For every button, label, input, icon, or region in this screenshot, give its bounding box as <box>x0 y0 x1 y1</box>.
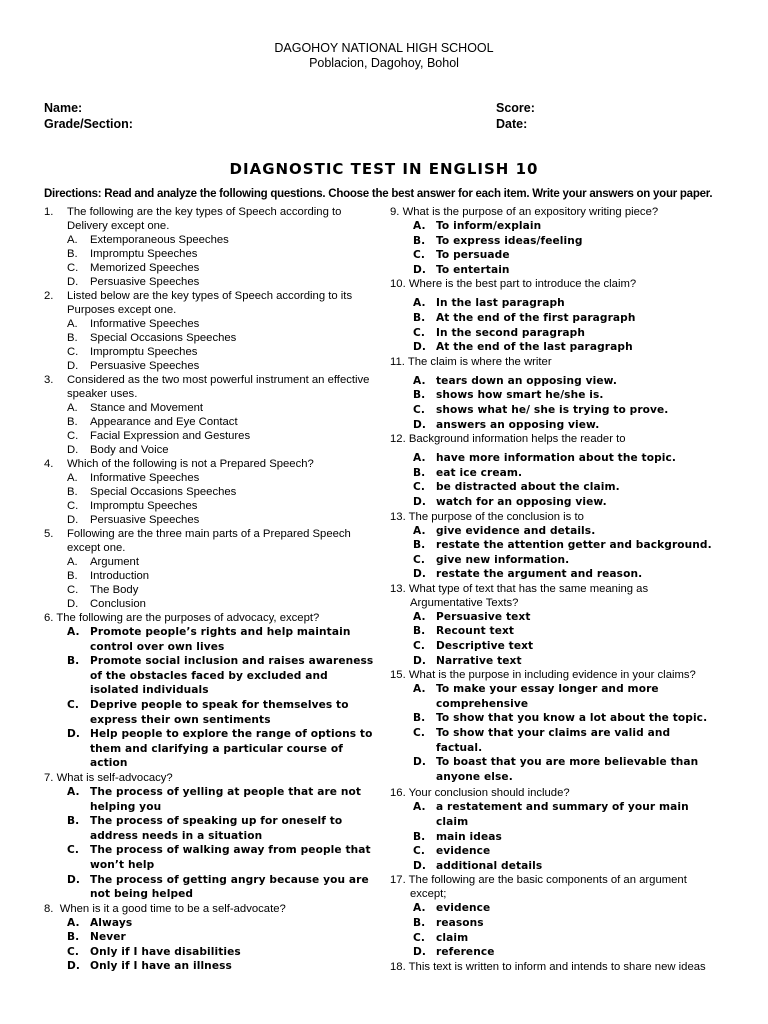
option-letter: C. <box>67 584 79 596</box>
option-text: shows what he/ she is trying to prove. <box>436 403 669 416</box>
option-letter: A. <box>413 524 426 537</box>
option-text: shows how smart he/she is. <box>436 389 604 402</box>
option-letter: A. <box>67 556 78 568</box>
option-letter: A. <box>67 785 80 798</box>
question-number: 3. <box>44 374 54 386</box>
question-text: Listed below are the key types of Speech according to its Purposes except one. <box>67 290 353 316</box>
option-letter: D. <box>413 946 427 959</box>
question-13b <box>390 582 720 668</box>
question-text: Where is the best part to introduce the claim? <box>408 278 637 291</box>
question-text: When is it a good time to be a self-advocate? <box>59 902 286 915</box>
option-letter: A. <box>67 916 80 929</box>
question-text: What type of text that has the same meaning as Argumentative Texts? <box>408 582 649 609</box>
question-7 <box>44 771 374 902</box>
option-letter: C. <box>413 481 425 494</box>
option-letter: D. <box>67 444 79 456</box>
option-letter: C. <box>67 844 79 857</box>
option-letter: A. <box>67 234 78 246</box>
page-title: DIAGNOSTIC TEST IN ENGLISH 10 <box>229 160 539 178</box>
option-letter: D. <box>67 276 79 288</box>
question-number: 11. <box>390 355 405 368</box>
option-text: answers an opposing view. <box>436 418 600 431</box>
option-letter: D. <box>413 495 427 508</box>
option-letter: C. <box>67 698 79 711</box>
option-letter: D. <box>67 360 79 372</box>
option-letter: A. <box>67 626 80 638</box>
option-text: reasons <box>436 916 484 929</box>
option-text: Special Occasions Speeches <box>90 332 237 344</box>
question-number: 9. <box>390 206 400 218</box>
question-number: 18. <box>390 960 406 973</box>
question-text: The following are the purposes of advocacy, except? <box>56 612 320 624</box>
option-text: The process of walking away from people that won’t help <box>90 844 371 871</box>
option-text: To entertain <box>436 263 510 276</box>
option-letter: D. <box>67 728 81 741</box>
option-text: Deprive people to speak for themselves to express their own sentiments <box>90 698 349 726</box>
option-letter: D. <box>413 756 427 769</box>
option-text: have more information about the topic. <box>436 452 677 465</box>
option-text: Recount text <box>436 625 515 638</box>
option-text: Informative Speeches <box>90 318 200 330</box>
option-letter: A. <box>67 402 78 414</box>
option-letter: B. <box>67 931 80 944</box>
option-letter: D. <box>67 960 81 973</box>
name-label: Name: <box>44 101 83 115</box>
option-text: Persuasive text <box>436 610 531 623</box>
option-text: Only if I have disabilities <box>90 945 241 958</box>
option-text: restate the argument and reason. <box>436 568 643 581</box>
option-text: Stance and Movement <box>90 402 204 414</box>
question-number: 13. <box>390 582 406 595</box>
option-text: watch for an opposing view. <box>436 495 607 508</box>
option-letter: D. <box>413 568 427 581</box>
question-number: 17. <box>390 874 406 887</box>
option-text: Only if I have an illness <box>90 960 232 973</box>
right-column <box>390 205 720 974</box>
option-letter: C. <box>413 640 425 653</box>
option-letter: D. <box>413 654 427 667</box>
option-text: Extemporaneous Speeches <box>90 234 229 246</box>
question-text: Which of the following is not a Prepared Speech? <box>67 458 314 470</box>
option-letter: C. <box>413 249 425 262</box>
option-letter: B. <box>413 830 426 843</box>
option-letter: A. <box>413 801 426 814</box>
option-letter: C. <box>413 727 425 740</box>
option-text: be distracted about the claim. <box>436 481 620 494</box>
option-letter: B. <box>413 539 426 552</box>
option-text: tears down an opposing view. <box>436 374 617 387</box>
option-text: Persuasive Speeches <box>90 276 200 288</box>
option-letter: B. <box>413 234 426 247</box>
option-text: Body and Voice <box>90 444 169 456</box>
question-text: Following are the three main parts of a Prepared Speech except one. <box>67 528 351 554</box>
question-16 <box>390 786 720 873</box>
option-letter: B. <box>413 466 426 479</box>
option-text: To persuade <box>436 249 510 262</box>
option-letter: C. <box>67 262 79 274</box>
option-letter: D. <box>67 598 79 610</box>
option-letter: B. <box>413 916 426 929</box>
option-text: Impromptu Speeches <box>90 500 198 512</box>
school-address: Poblacion, Dagohoy, Bohol <box>309 56 459 70</box>
option-text: In the second paragraph <box>436 326 585 339</box>
option-letter: B. <box>413 625 426 638</box>
option-text: Impromptu Speeches <box>90 248 198 260</box>
question-13a <box>390 510 720 582</box>
question-number: 16. <box>390 787 406 800</box>
question-text: What is self-advocacy? <box>56 771 173 784</box>
question-6 <box>44 611 374 771</box>
option-text: Descriptive text <box>436 640 534 653</box>
option-text: Persuasive Speeches <box>90 514 200 526</box>
option-text: Promote social inclusion and raises awareness of the obstacles faced by excluded and isolated individuals <box>90 655 374 697</box>
option-letter: A. <box>413 220 426 232</box>
option-letter: D. <box>67 873 81 886</box>
school-name: DAGOHOY NATIONAL HIGH SCHOOL <box>274 41 494 55</box>
option-letter: B. <box>413 311 426 324</box>
grade-section-label: Grade/Section: <box>44 117 133 131</box>
option-letter: A. <box>413 374 426 387</box>
question-17 <box>390 873 720 959</box>
option-text: Promote people’s rights and help maintain control over own lives <box>90 626 351 653</box>
question-9 <box>390 205 720 277</box>
option-letter: A. <box>413 610 426 623</box>
question-text: The claim is where the writer <box>407 355 552 368</box>
option-letter: A. <box>413 297 426 310</box>
question-10 <box>390 277 720 354</box>
question-text: What is the purpose of an expository writing piece? <box>402 206 659 218</box>
option-text: The process of yelling at people that are not helping you <box>90 785 362 813</box>
option-letter: C. <box>413 845 425 858</box>
option-letter: C. <box>67 500 79 512</box>
question-text: Your conclusion should include? <box>408 787 570 800</box>
question-text: What is the purpose in including evidence in your claims? <box>408 669 696 682</box>
option-letter: A. <box>67 318 78 330</box>
option-text: restate the attention getter and background. <box>436 539 712 552</box>
option-text: a restatement and summary of your main claim <box>436 801 689 828</box>
question-number: 15. <box>390 669 406 682</box>
option-text: The process of getting angry because you are not being helped <box>90 873 369 901</box>
option-letter: B. <box>67 570 78 582</box>
option-text: give evidence and details. <box>436 524 596 537</box>
option-text: To express ideas/feeling <box>436 234 583 247</box>
option-letter: B. <box>67 486 78 498</box>
question-12 <box>390 432 720 509</box>
question-text: The purpose of the conclusion is to <box>408 510 584 523</box>
question-11 <box>390 355 720 432</box>
option-text: Introduction <box>90 570 150 582</box>
question-number: 6. <box>44 612 54 624</box>
option-text: additional details <box>436 859 543 872</box>
question-1 <box>44 205 374 289</box>
directions: Directions: Read and analyze the following questions. Choose the best answer for each item. Write your answers on your paper. <box>44 188 713 200</box>
date-label: Date: <box>496 117 528 131</box>
question-number: 13. <box>390 510 406 523</box>
option-text: Impromptu Speeches <box>90 346 198 358</box>
option-text: Conclusion <box>90 598 146 610</box>
option-letter: A. <box>67 472 78 484</box>
option-letter: C. <box>413 326 425 339</box>
option-text: To boast that you are more believable than anyone else. <box>436 756 699 783</box>
question-text: Considered as the two most powerful instrument an effective speaker uses. <box>67 374 370 400</box>
option-text: claim <box>436 931 469 944</box>
question-8 <box>44 902 374 974</box>
question-number: 10. <box>390 278 406 291</box>
option-text: Help people to explore the range of options to them and clarifying a particular course of action <box>90 728 373 770</box>
option-letter: C. <box>413 403 425 416</box>
option-text: evidence <box>436 845 491 858</box>
option-text: To make your essay longer and more comprehensive <box>436 683 659 710</box>
option-letter: A. <box>413 902 426 915</box>
option-text: Informative Speeches <box>90 472 200 484</box>
question-text: The following are the basic components of an argument except; <box>408 874 687 901</box>
option-text: eat ice cream. <box>436 466 523 479</box>
option-letter: C. <box>413 553 425 566</box>
option-letter: A. <box>413 683 426 696</box>
option-text: At the end of the last paragraph <box>436 341 633 354</box>
question-18 <box>390 960 720 974</box>
question-number: 4. <box>44 458 54 470</box>
option-letter: D. <box>413 859 427 872</box>
question-number: 8. <box>44 902 54 915</box>
option-letter: D. <box>67 514 79 526</box>
question-15 <box>390 668 720 784</box>
option-letter: B. <box>67 248 78 260</box>
option-text: The process of speaking up for oneself to address needs in a situation <box>90 815 343 842</box>
question-3 <box>44 373 374 457</box>
option-text: To show that you know a lot about the topic. <box>436 712 708 725</box>
option-letter: B. <box>67 416 78 428</box>
option-letter: C. <box>67 346 79 358</box>
option-text: Facial Expression and Gestures <box>90 430 251 442</box>
option-text: Narrative text <box>436 654 522 667</box>
question-number: 12. <box>390 433 406 446</box>
option-text: reference <box>436 946 495 959</box>
score-label: Score: <box>496 101 535 115</box>
option-text: Never <box>90 931 126 944</box>
question-2 <box>44 289 374 373</box>
option-letter: B. <box>413 712 426 725</box>
option-letter: A. <box>413 452 426 465</box>
option-text: Persuasive Speeches <box>90 360 200 372</box>
option-letter: D. <box>413 263 427 276</box>
question-text: The following are the key types of Speech according to Delivery except one. <box>67 206 342 232</box>
option-text: The Body <box>90 584 139 596</box>
option-letter: B. <box>413 389 426 402</box>
question-5 <box>44 527 374 611</box>
option-text: evidence <box>436 902 491 915</box>
option-letter: D. <box>413 341 427 354</box>
option-letter: B. <box>67 332 78 344</box>
question-4 <box>44 457 374 527</box>
question-number: 5. <box>44 528 54 540</box>
option-text: give new information. <box>436 553 570 566</box>
option-letter: C. <box>67 430 79 442</box>
option-text: To inform/explain <box>436 220 542 232</box>
question-number: 2. <box>44 290 54 302</box>
option-letter: B. <box>67 655 80 668</box>
question-text: This text is written to inform and intends to share new ideas <box>408 960 706 973</box>
option-text: At the end of the first paragraph <box>436 311 636 324</box>
option-letter: D. <box>413 418 427 431</box>
option-text: main ideas <box>436 830 502 843</box>
option-text: Special Occasions Speeches <box>90 486 237 498</box>
question-number: 1. <box>44 206 54 218</box>
option-letter: C. <box>67 945 79 958</box>
question-text: Background information helps the reader to <box>408 433 626 446</box>
option-text: To show that your claims are valid and factual. <box>436 727 671 754</box>
option-letter: C. <box>413 931 425 944</box>
option-text: Always <box>90 916 133 929</box>
option-letter: B. <box>67 815 80 828</box>
option-text: Argument <box>90 556 139 568</box>
option-text: Memorized Speeches <box>90 262 200 274</box>
question-number: 7. <box>44 771 54 784</box>
left-column <box>44 205 374 974</box>
option-text: In the last paragraph <box>436 297 565 310</box>
option-text: Appearance and Eye Contact <box>90 416 238 428</box>
